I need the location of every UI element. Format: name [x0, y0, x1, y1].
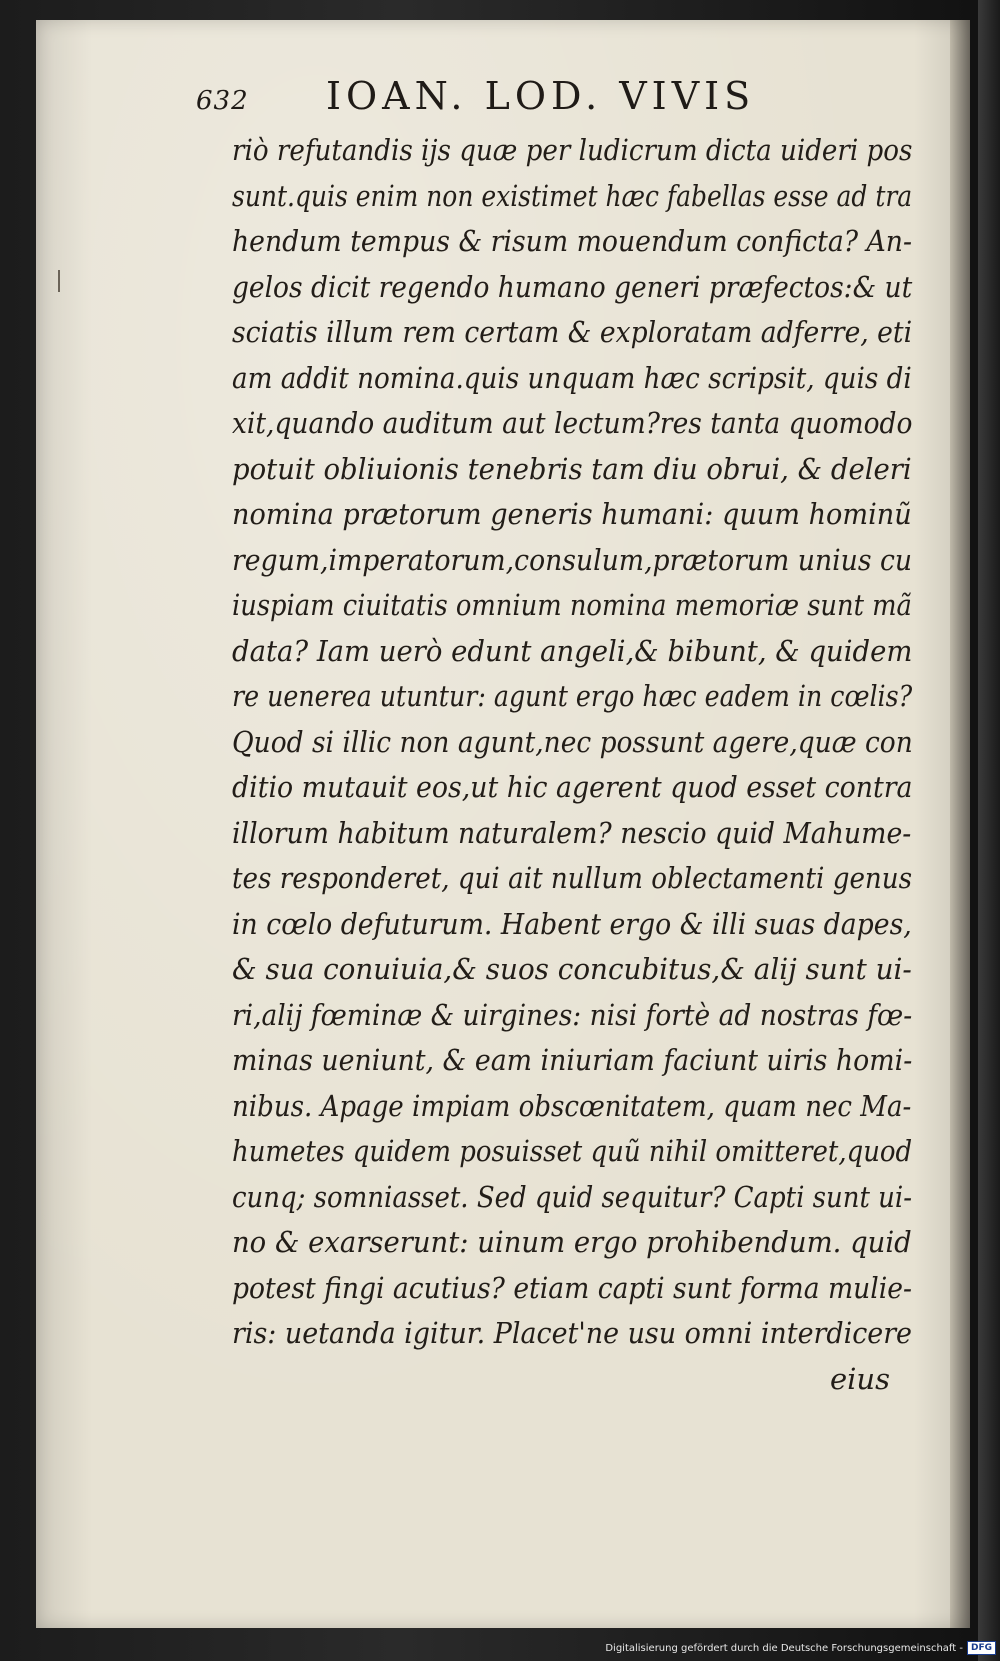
- page-header: [196, 62, 796, 122]
- text-line: sciatis illum rem certam & exploratam adferre, eti: [232, 315, 913, 349]
- text-line: ris: uetanda igitur. Placet'ne usu omni interdicere: [232, 1316, 912, 1350]
- book-edge: [978, 0, 1000, 1661]
- text-line: ditio mutauit eos,ut hic agerent quod esset contra: [232, 770, 913, 804]
- text-line: nibus. Apage impiam obscœnitatem, quam nec Ma-: [232, 1088, 912, 1123]
- text-line: potuit obliuionis tenebris tam diu obrui, & deleri: [232, 451, 912, 486]
- text-line: minas ueniunt, & eam iniuriam faciunt uiris homi-: [232, 1043, 913, 1077]
- text-line: am addit nomina.quis unquam hæc scripsit, quis di: [232, 360, 912, 395]
- dfg-logo: DFG: [967, 1641, 996, 1655]
- text-line: sunt.quis enim non existimet hæc fabellas esse ad tra: [232, 178, 913, 213]
- text-line: tes responderet, qui ait nullum oblectamenti genus: [232, 861, 913, 895]
- page-number: 632: [196, 86, 249, 116]
- text-line: illorum habitum naturalem? nescio quid Mahume-: [232, 815, 912, 850]
- running-head: IOAN. LOD. VIVIS: [326, 74, 756, 118]
- text-line: & sua conuiuia,& suos concubitus,& alij sunt ui-: [232, 952, 912, 986]
- text-line: nomina prætorum generis humani: quum hominũ: [232, 497, 912, 531]
- text-line: xit,quando auditum aut lectum?res tanta quomodo: [232, 406, 913, 440]
- text-line: re uenerea utuntur: agunt ergo hæc eadem in cœlis?: [232, 679, 913, 713]
- text-line: cunq; somniasset. Sed quid sequitur? Capti sunt ui-: [232, 1179, 913, 1214]
- digitization-footer: [605, 1641, 996, 1655]
- text-line: potest fingi acutius? etiam capti sunt forma mulie-: [232, 1270, 912, 1305]
- text-line: humetes quidem posuisset quũ nihil omitteret,quod: [232, 1134, 913, 1168]
- text-line: Quod si illic non agunt,nec possunt agere,quæ con: [232, 724, 913, 759]
- text-line: ri,alij fœminæ & uirgines: nisi fortè ad nostras fœ-: [232, 997, 913, 1032]
- text-line: no & exarserunt: uinum ergo prohibendum. quid: [232, 1225, 912, 1259]
- body-text: [232, 128, 912, 1402]
- text-line: iuspiam ciuitatis omnium nomina memoriæ sunt mã: [232, 588, 912, 622]
- footer-credit: Digitalisierung gefördert durch die Deutsche Forschungsgemeinschaft -: [605, 1642, 963, 1654]
- text-line: data? Iam uerò edunt angeli,& bibunt, & quidem: [232, 633, 913, 668]
- page-gutter: [950, 20, 970, 1628]
- catchword: eius: [830, 1361, 890, 1396]
- text-line: hendum tempus & risum mouendum conficta? An-: [232, 224, 912, 258]
- text-line: gelos dicit regendo humano generi præfectos:& ut: [232, 269, 913, 304]
- text-line: regum,imperatorum,consulum,prætorum unius cu: [232, 542, 913, 577]
- text-line: riò refutandis ijs quæ per ludicrum dicta uideri pos: [232, 133, 913, 167]
- text-line: in cœlo defuturum. Habent ergo & illi suas dapes,: [232, 906, 912, 941]
- margin-mark: [58, 270, 60, 292]
